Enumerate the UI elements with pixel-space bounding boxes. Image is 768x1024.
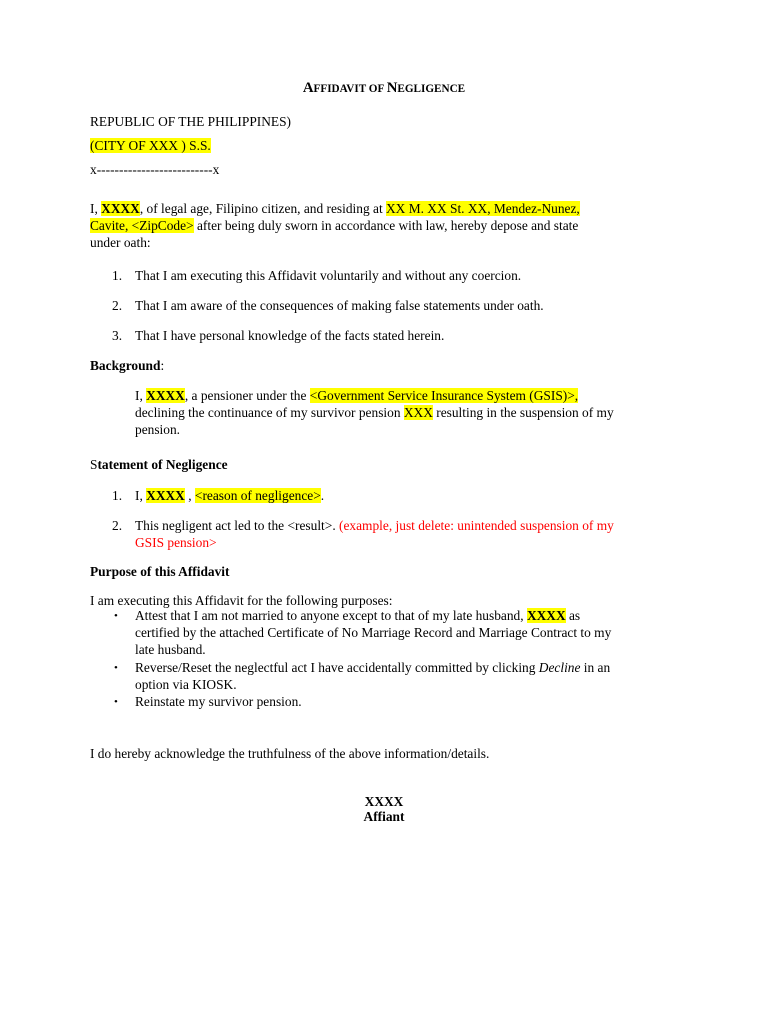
- republic-line: REPUBLIC OF THE PHILIPPINES): [90, 114, 292, 129]
- name-placeholder: XXXX: [146, 388, 185, 403]
- list-item-number: 1.: [112, 488, 123, 503]
- intro-line-1: I, XXXX, of legal age, Filipino citizen, and residing at XX M. XX St. XX, Mendez-Nunez,: [90, 201, 580, 216]
- acknowledgement: I do hereby acknowledge the truthfulness of the above information/details.: [90, 746, 490, 761]
- background-paragraph: [135, 387, 680, 438]
- list-item-number: 1.: [112, 268, 123, 283]
- list-item-number: 2.: [112, 518, 123, 533]
- list-item: I, XXXX , <reason of negligence>.: [135, 488, 325, 503]
- list-item-number: 2.: [112, 298, 123, 313]
- background-line-2: declining the continuance of my survivor pension XXX resulting in the suspension of my: [135, 405, 614, 420]
- example-note: GSIS pension>: [135, 535, 217, 550]
- background-line-1: I, XXXX, a pensioner under the <Government Service Insurance System (GSIS)>,: [135, 388, 579, 403]
- intro-line-3: under oath:: [90, 235, 151, 250]
- list-item: That I am executing this Affidavit voluntarily and without any coercion.: [135, 268, 522, 283]
- signature-role: Affiant: [363, 809, 405, 824]
- intro-line-2: Cavite, <ZipCode> after being duly sworn in accordance with law, hereby depose and state: [90, 218, 579, 233]
- list-item: That I am aware of the consequences of making false statements under oath.: [135, 298, 544, 313]
- background-line-3: pension.: [135, 422, 181, 437]
- example-note: (example, just delete: unintended suspension of my: [339, 518, 614, 533]
- divider-line: x--------------------------x: [90, 162, 220, 177]
- reason-placeholder: <reason of negligence>: [194, 488, 321, 503]
- name-placeholder: XXXX: [146, 488, 185, 503]
- agency-placeholder: <Government Service Insurance System (GSIS)>,: [309, 388, 579, 403]
- intro-paragraph: [90, 200, 680, 251]
- name-placeholder: XXXX: [526, 608, 566, 623]
- pension-placeholder: XXX: [403, 405, 433, 420]
- list-item: This negligent act led to the <result>. (example, just delete: unintended suspension of my GSIS pension>: [135, 517, 680, 551]
- negligence-heading: Statement of Negligence: [90, 457, 228, 472]
- list-item-number: 3.: [112, 328, 123, 343]
- list-item: Attest that I am not married to anyone except to that of my late husband, XXXX as certified by the attached Certificate of No Marriage Record and Marriage Contract to my late husband.: [135, 608, 612, 657]
- background-heading: Background:: [90, 358, 165, 373]
- address-placeholder: XX M. XX St. XX, Mendez-Nunez,: [386, 201, 580, 216]
- name-placeholder: XXXX: [101, 201, 140, 216]
- bullet-icon: •: [114, 610, 118, 622]
- list-item: Reverse/Reset the neglectful act I have accidentally committed by clicking Decline in an option via KIOSK.: [135, 660, 611, 692]
- purpose-heading: Purpose of this Affidavit: [90, 564, 230, 579]
- zipcode-placeholder: Cavite, <ZipCode>: [90, 218, 194, 233]
- bullet-icon: •: [114, 696, 118, 708]
- purpose-intro: I am executing this Affidavit for the following purposes:: [90, 593, 393, 608]
- bullet-icon: •: [114, 662, 118, 674]
- list-item: That I have personal knowledge of the facts stated herein.: [135, 328, 445, 343]
- signature-name: XXXX: [364, 794, 404, 809]
- list-item: Reinstate my survivor pension.: [135, 694, 302, 709]
- city-line: (CITY OF XXX ) S.S.: [90, 138, 211, 153]
- document-title: AFFIDAVIT OF NEGLIGENCE: [302, 80, 466, 96]
